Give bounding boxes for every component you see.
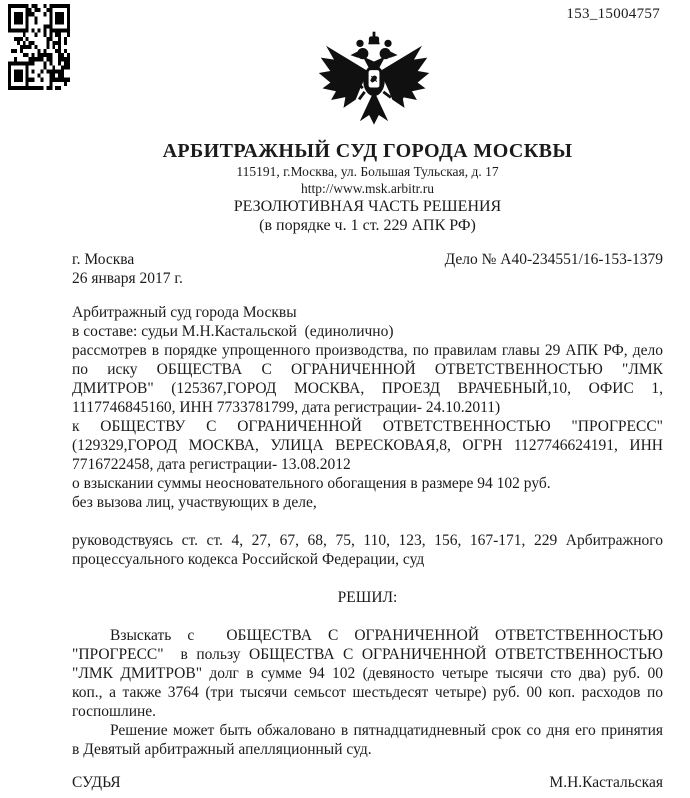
body-line: рассмотрев в порядке упрощенного производства, по правилам главы 29 АПК РФ, дело — [72, 342, 663, 359]
document-id: 153_15004757 — [566, 6, 660, 22]
document-subtitle: (в порядке ч. 1 ст. 229 АПК РФ) — [259, 217, 476, 234]
body-line: в составе: судьи М.Н.Кастальской (единолично) — [72, 323, 394, 340]
body-line: без вызова лиц, участвующих в деле, — [72, 494, 317, 511]
resolution-line: "ЛМК ДМИТРОВ" долг в сумме 94 102 (девяносто четыре тысячи сто два) руб. 00 — [72, 665, 663, 682]
document-content — [72, 139, 663, 792]
court-address: 115191, г.Москва, ул. Большая Тульская, д. 17 — [236, 164, 499, 179]
document-title: РЕЗОЛЮТИВНАЯ ЧАСТЬ РЕШЕНИЯ — [233, 198, 502, 215]
body-line: процессуального кодекса Российской Федерации, суд — [72, 551, 425, 568]
court-name: АРБИТРАЖНЫЙ СУД ГОРОДА МОСКВЫ — [162, 140, 573, 162]
resolution-line: "ПРОГРЕСС" в пользу ОБЩЕСТВА С ОГРАНИЧЕННОЙ ОТВЕТСТВЕННОСТЬЮ — [72, 646, 663, 663]
resolution-line: Взыскать с ОБЩЕСТВА С ОГРАНИЧЕННОЙ ОТВЕТСТВЕННОСТЬЮ — [110, 627, 663, 644]
judge-name: М.Н.Кастальская — [549, 774, 663, 791]
resolution-body — [72, 626, 663, 759]
signature-row — [72, 773, 663, 792]
court-website: http://www.msk.arbitr.ru — [301, 181, 434, 196]
resolution-line: в Девятый арбитражный апелляционный суд. — [72, 741, 372, 758]
ruling-body — [72, 303, 663, 569]
case-info-row — [72, 250, 663, 269]
resolution-line: госпошлине. — [72, 703, 157, 720]
body-line: руководствуясь ст. ст. 4, 27, 67, 68, 75, 110, 123, 156, 167-171, 229 Арбитражного — [72, 532, 663, 549]
body-line: о взыскании суммы неосновательного обогащения в размере 94 102 руб. — [72, 475, 551, 492]
case-number: Дело № А40-234551/16-153-1379 — [444, 251, 663, 268]
body-line: ДМИТРОВ" (125367,ГОРОД МОСКВА, ПРОЕЗД ВРАЧЕБНЫЙ,10, ОФИС 1, — [72, 380, 663, 397]
resolution-line: Решение может быть обжаловано в пятнадцатидневный срок со дня его принятия — [110, 722, 663, 739]
body-line: по иску ОБЩЕСТВА С ОГРАНИЧЕННОЙ ОТВЕТСТВЕННОСТЬЮ "ЛМК — [72, 361, 663, 378]
body-line: Арбитражный суд города Москвы — [72, 304, 297, 321]
resolution-line: коп., а также 3764 (три тысячи семьсот шестьдесят четыре) руб. 00 коп. расходов по — [72, 684, 663, 701]
case-date: 26 января 2017 г. — [72, 270, 183, 287]
body-line: 7716722458, дата регистрации- 13.08.2012 — [72, 456, 351, 473]
qr-code — [8, 4, 70, 90]
resolution-heading: РЕШИЛ: — [337, 589, 398, 606]
document-header — [72, 139, 663, 235]
judge-label: СУДЬЯ — [72, 774, 121, 791]
case-city: г. Москва — [72, 251, 135, 268]
body-line: к ОБЩЕСТВУ С ОГРАНИЧЕННОЙ ОТВЕТСТВЕННОСТЬЮ "ПРОГРЕСС" — [72, 418, 663, 435]
body-line: (129329,ГОРОД МОСКВА, УЛИЦА ВЕРЕСКОВАЯ,8, ОГРН 1127746624191, ИНН — [72, 437, 663, 454]
coat-of-arms-icon — [318, 30, 430, 137]
body-line: 1117746845160, ИНН 7733781799, дата регистрации- 24.10.2011) — [72, 399, 501, 416]
